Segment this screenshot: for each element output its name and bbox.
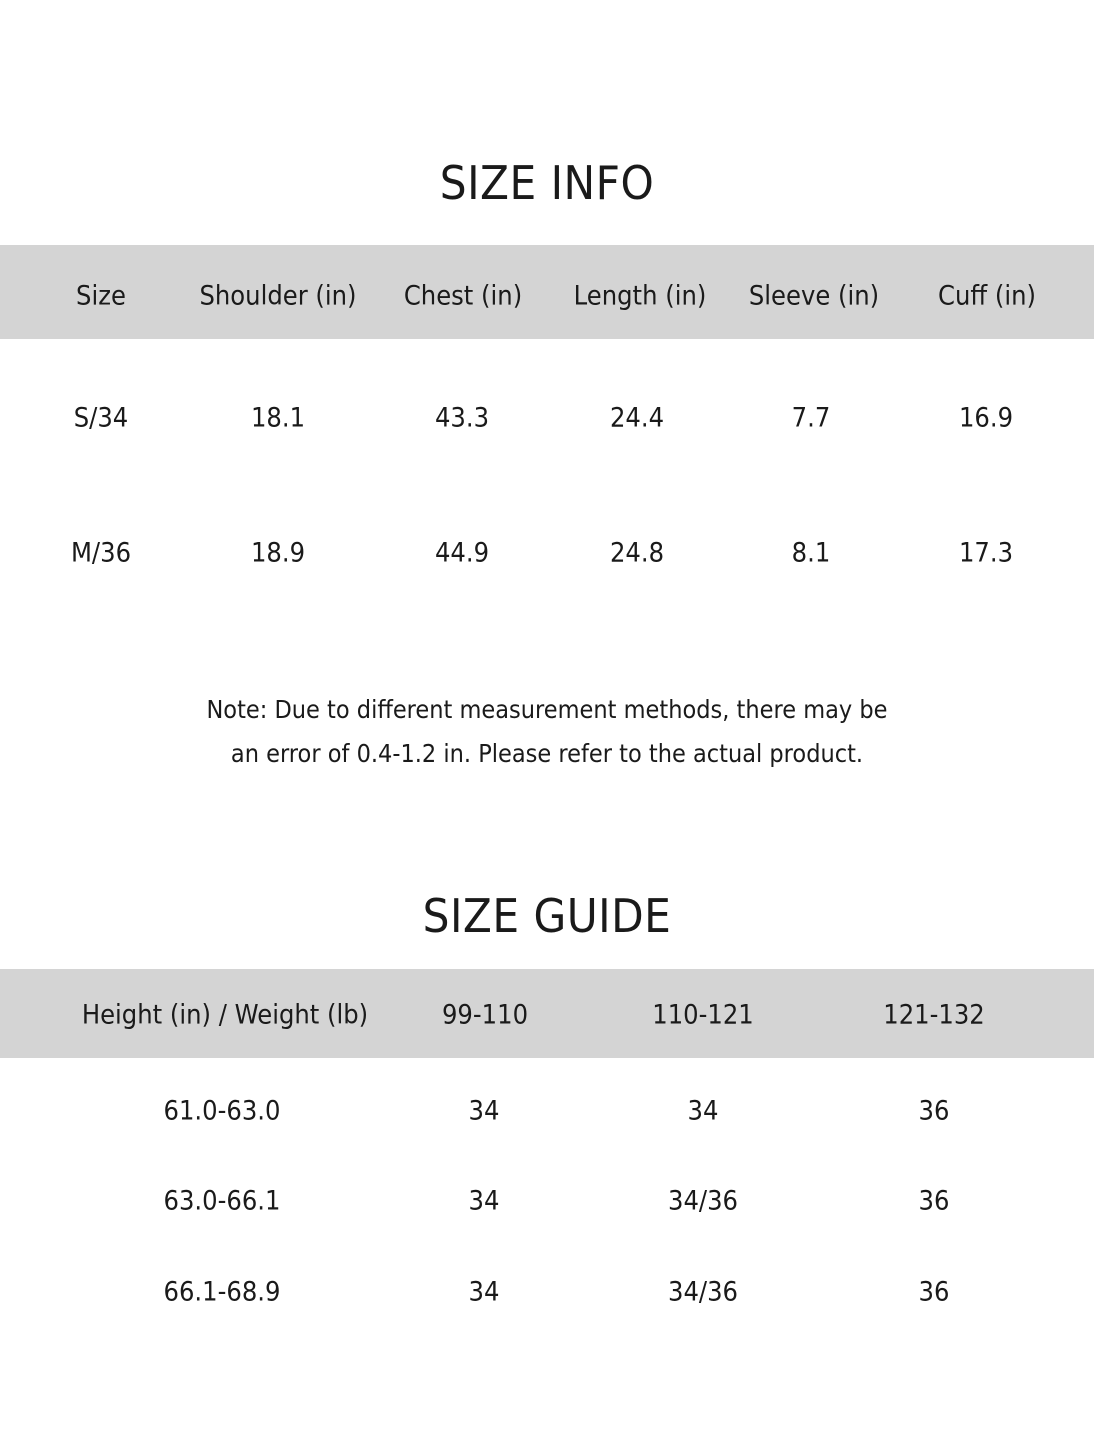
size-info-header-length: Length (in) (573, 280, 707, 312)
table-cell: 24.8 (609, 537, 665, 569)
size-info-header-size: Size (76, 280, 126, 312)
table-cell: 36 (918, 1095, 950, 1127)
table-cell: 43.3 (434, 402, 490, 434)
table-cell: 36 (918, 1276, 950, 1308)
size-guide-header-weight-1: 99-110 (441, 999, 529, 1031)
table-cell: 34 (468, 1276, 500, 1308)
table-cell: 66.1-68.9 (163, 1276, 281, 1308)
table-cell: 34/36 (667, 1185, 739, 1217)
table-cell: 18.9 (250, 537, 306, 569)
table-cell: 36 (918, 1185, 950, 1217)
table-cell: 16.9 (958, 402, 1014, 434)
size-info-header-band (0, 245, 1094, 339)
table-cell: 44.9 (434, 537, 490, 569)
table-cell: 24.4 (609, 402, 665, 434)
measurement-note-line-2: an error of 0.4-1.2 in. Please refer to the actual product. (230, 739, 864, 768)
table-cell: 34 (468, 1185, 500, 1217)
size-guide-header-weight-3: 121-132 (883, 999, 985, 1031)
table-cell: 61.0-63.0 (163, 1095, 281, 1127)
size-info-header-sleeve: Sleeve (in) (748, 280, 880, 312)
size-guide-header-weight-2: 110-121 (652, 999, 754, 1031)
table-cell: 8.1 (791, 537, 831, 569)
table-cell: 34 (468, 1095, 500, 1127)
table-cell: 34/36 (667, 1276, 739, 1308)
table-cell: M/36 (70, 537, 132, 569)
size-guide-title: SIZE GUIDE (422, 889, 672, 943)
size-info-title: SIZE INFO (439, 156, 655, 210)
table-cell: 63.0-66.1 (163, 1185, 281, 1217)
table-cell: S/34 (73, 402, 129, 434)
size-info-header-shoulder: Shoulder (in) (199, 280, 357, 312)
table-cell: 34 (687, 1095, 719, 1127)
size-info-header-cuff: Cuff (in) (938, 280, 1036, 312)
measurement-note-line-1: Note: Due to different measurement methods, there may be (206, 695, 888, 724)
table-cell: 7.7 (791, 402, 831, 434)
size-info-header-chest: Chest (in) (403, 280, 523, 312)
table-cell: 17.3 (958, 537, 1014, 569)
size-guide-header-height-weight: Height (in) / Weight (lb) (81, 999, 369, 1031)
table-cell: 18.1 (250, 402, 306, 434)
